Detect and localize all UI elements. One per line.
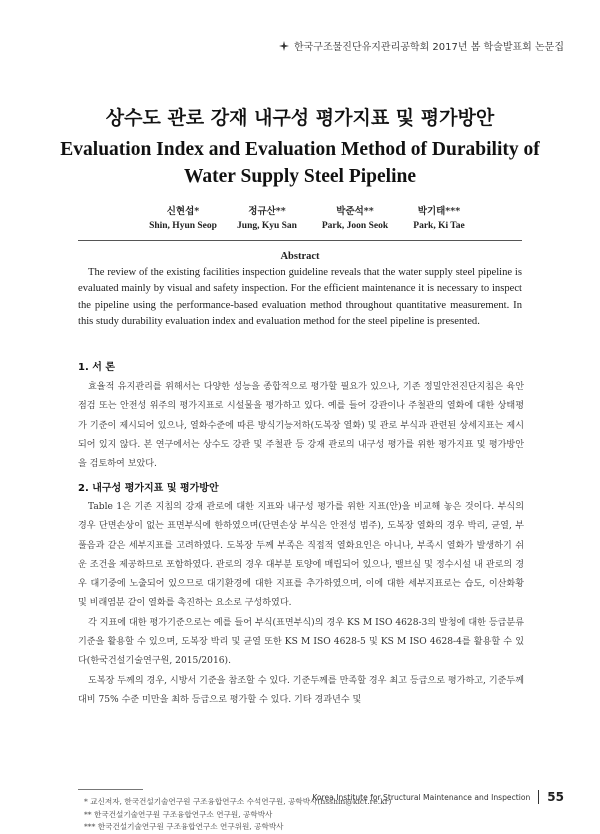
conference-name: 한국구조물진단유지관리공학회 2017년 봄 학술발표회 논문집 (293, 42, 564, 53)
footer-separator (538, 790, 539, 804)
author-1 (140, 204, 226, 234)
author-name-korean: 박기태*** (417, 206, 461, 217)
author-name-english: Park, Ki Tae (413, 221, 465, 231)
page-number: 55 (547, 790, 564, 804)
author-name-english: Park, Joon Seok (321, 221, 389, 231)
paragraph: 도복장 두께의 경우, 시방서 기준을 참조할 수 있다. 기준두께를 만족할 경우 최고 등급으로 평가하고, 기준두께 대비 75% 수준 미만을 최하 등급으로 평가할 수 있다. 기타 경과년수 및 (78, 675, 524, 705)
author-name-korean: 정규산** (248, 206, 286, 217)
author-4 (404, 204, 474, 234)
conference-logo-icon (279, 41, 289, 51)
paragraph: 각 지표에 대한 평가기준으로는 예를 들어 부식(표면부식)의 경우 KS M ISO 4628-3의 발청에 대한 등급분류기준을 활용할 수 있으며, 도복장 박리 및 균열 또한 KS M ISO 4628-5 및 KS M ISO 4628-4를 활용할 수 있다(한국건설기술연구원, 2015/2016). (78, 617, 524, 667)
abstract-heading: Abstract (280, 251, 320, 262)
page-footer (312, 790, 564, 804)
paper-title-korean: 상수도 관로 강재 내구성 평가지표 및 평가방안 (105, 107, 495, 129)
footnote: * 교신저자, 한국건설기술연구원 구조융합연구소 수석연구원, 공학박사(hsshin@kict.re.kr) (84, 797, 392, 806)
conference-header (279, 38, 564, 53)
author-name-english: Shin, Hyun Seop (149, 221, 217, 231)
section-1-body (78, 378, 524, 474)
section-1-heading: 1. 서 론 (78, 362, 116, 373)
footnote-divider (78, 789, 143, 790)
author-name-korean: 신현섭* (166, 206, 200, 217)
footnote: ** 한국건설기술연구원 구조융합연구소 연구원, 공학박사 (84, 809, 273, 819)
section-2-heading: 2. 내구성 평가지표 및 평가방안 (78, 483, 219, 494)
author-3 (310, 204, 400, 234)
paragraph: 효율적 유지관리를 위해서는 다양한 성능을 종합적으로 평가할 필요가 있으나, 기존 정밀안전진단지침은 육안점검 또는 안전성 위주의 평가지표로 시설물을 평가하고 있다. 예를 들어 강관이나 주철관의 열화에 대한 상태평가 기준이 제시되어 있으나, 열화수준에 따른 방식기능저하(도복장 열화) 및 관로 부식과 관련된 상세지표는 제시되어 있지 않다. 본 연구에서는 상수도 강관 및 주철관 등 강재 관로의 내구성 평가를 위한 평가지표 및 평가방안을 검토하여 보았다. (78, 382, 524, 470)
paragraph: Table 1은 기존 지침의 강재 관로에 대한 지표와 내구성 평가를 위한 지표(안)을 비교해 놓은 것이다. 부식의 경우 단면손상이 없는 표면부식에 한하였으며(단면손상 부식은 안전성 범주), 도복장 열화의 경우 박리, 균열, 부풀음과 같은 세부지표를 고려하였다. 도복장 두께 부족은 직접적 열화요인은 아니나, 부족시 열화가 발생하기 쉬운 조건을 제공하므로 포함하였다. 관로의 경우 대부분 토양에 매립되어 있으나, 밸브실 및 정수시설 내 관로의 경우 대기중에 노출되어 있으므로 대기환경에 대한 지표를 추가하였으며, 이에 대한 세부지표로는 습도, 이산화황 및 비래염분 같이 열화를 촉진하는 요소로 구성하였다. (78, 502, 524, 609)
author-name-english: Jung, Kyu San (237, 221, 297, 231)
title-divider (78, 240, 522, 241)
footer-institute: Korea Institute for Structural Maintenance and Inspection (312, 792, 531, 802)
paper-title-english: Evaluation Index and Evaluation Method of Durability of Water Supply Steel Pipeline (60, 139, 540, 187)
abstract-text: The review of the existing facilities inspection guideline reveals that the water supply steel pipeline is evaluated mainly by visual and safety inspection. For the efficient maintenance it is necessary to inspect the pipeline using the performance-based evaluation method throughout quantitative measurement. In this study durability evaluation index and evaluation method for the steel pipeline is presented. (78, 267, 522, 327)
footnote: *** 한국건설기술연구원 구조융합연구소 연구위원, 공학박사 (84, 822, 284, 831)
author-name-korean: 박준석** (336, 206, 374, 217)
author-2 (228, 204, 306, 234)
section-2-body (78, 498, 524, 710)
